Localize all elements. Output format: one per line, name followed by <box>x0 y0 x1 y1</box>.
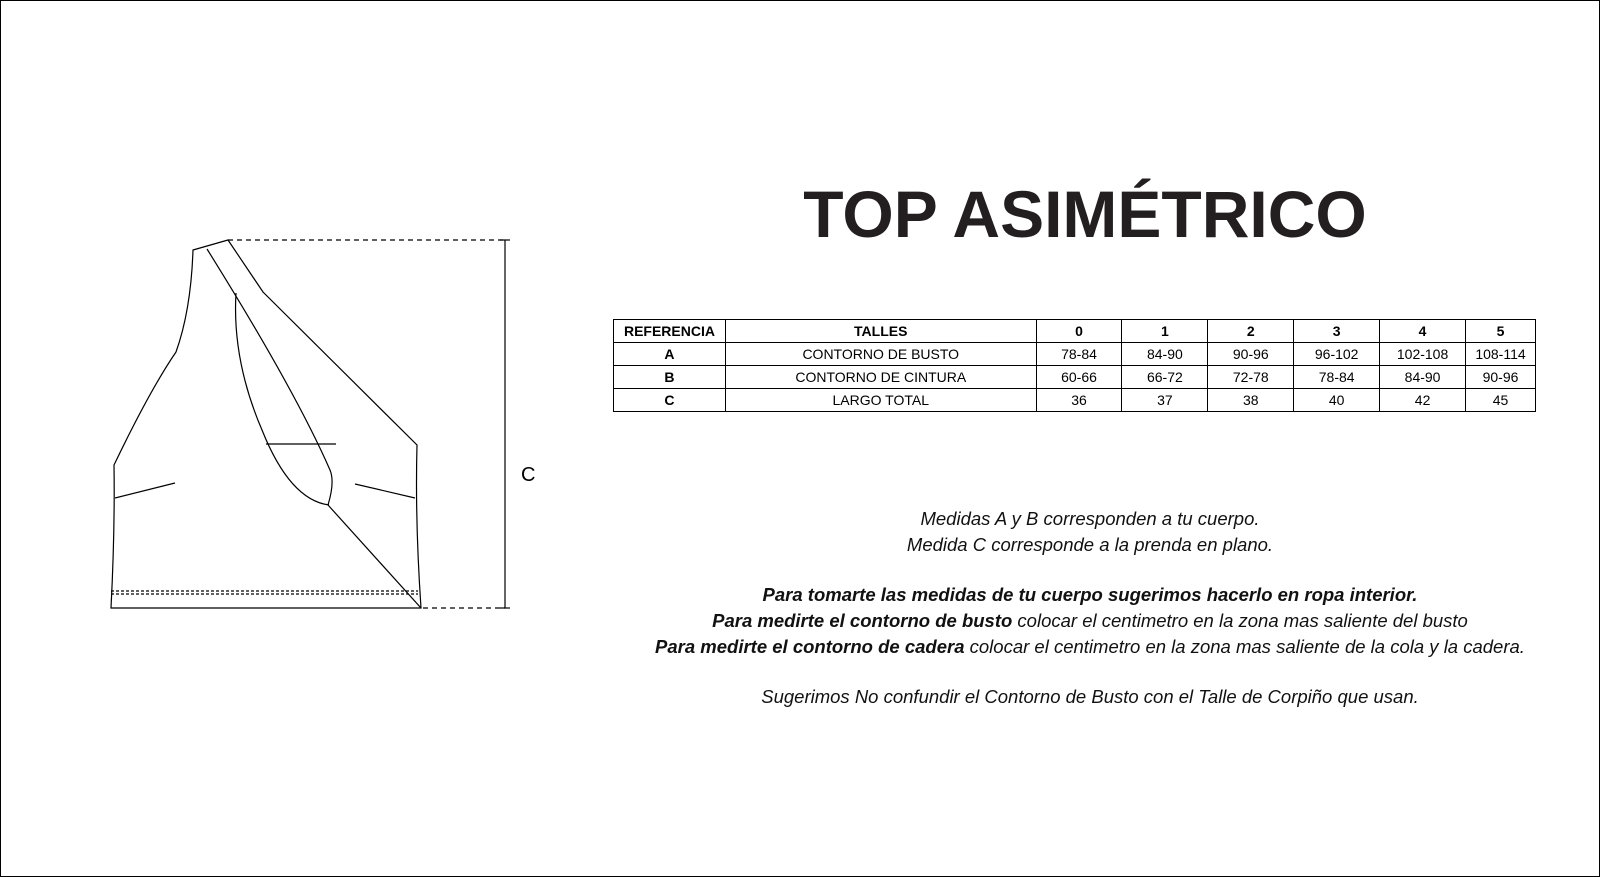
note-line <box>610 582 1570 608</box>
measurement-notes <box>610 506 1570 710</box>
table-row <box>614 389 1536 412</box>
header-cell: 1 <box>1122 320 1208 343</box>
header-cell: 3 <box>1294 320 1380 343</box>
value-cell: 84-90 <box>1380 366 1466 389</box>
value-cell: 66-72 <box>1122 366 1208 389</box>
note-bold: Para medirte el contorno de busto <box>712 610 1013 631</box>
table-row <box>614 366 1536 389</box>
dimension-label: C <box>521 464 536 486</box>
measure-name-cell: CONTORNO DE CINTURA <box>725 366 1036 389</box>
note-bold: Para tomarte las medidas de tu cuerpo sugerimos hacerlo en ropa interior. <box>762 584 1418 605</box>
value-cell: 37 <box>1122 389 1208 412</box>
value-cell: 108-114 <box>1466 343 1536 366</box>
value-cell: 78-84 <box>1036 343 1122 366</box>
table-row <box>614 343 1536 366</box>
note-text: colocar el centimetro en la zona mas saliente de la cola y la cadera. <box>964 636 1525 657</box>
value-cell: 42 <box>1380 389 1466 412</box>
left-dart <box>115 483 175 498</box>
ref-cell: C <box>614 389 726 412</box>
right-dart <box>355 484 415 498</box>
garment-outline <box>111 240 421 608</box>
measure-name-cell: CONTORNO DE BUSTO <box>725 343 1036 366</box>
note-line <box>610 608 1570 634</box>
header-cell: REFERENCIA <box>614 320 726 343</box>
note-line: Sugerimos No confundir el Contorno de Busto con el Talle de Corpiño que usan. <box>761 686 1419 707</box>
note-text: colocar el centimetro en la zona mas saliente del busto <box>1012 610 1468 631</box>
page-title: TOP ASIMÉTRICO <box>803 177 1367 251</box>
value-cell: 78-84 <box>1294 366 1380 389</box>
value-cell: 90-96 <box>1466 366 1536 389</box>
value-cell: 40 <box>1294 389 1380 412</box>
value-cell: 84-90 <box>1122 343 1208 366</box>
cowl-curve <box>236 293 329 505</box>
value-cell: 36 <box>1036 389 1122 412</box>
value-cell: 96-102 <box>1294 343 1380 366</box>
value-cell: 45 <box>1466 389 1536 412</box>
header-cell: TALLES <box>725 320 1036 343</box>
value-cell: 90-96 <box>1208 343 1294 366</box>
note-line: Medida C corresponde a la prenda en plano. <box>906 534 1274 555</box>
measure-name-cell: LARGO TOTAL <box>725 389 1036 412</box>
strap-inner-line <box>207 249 421 608</box>
header-cell: 4 <box>1380 320 1466 343</box>
value-cell: 38 <box>1208 389 1294 412</box>
value-cell: 60-66 <box>1036 366 1122 389</box>
note-line <box>610 634 1570 660</box>
note-bold: Para medirte el contorno de cadera <box>655 636 965 657</box>
size-table <box>613 319 1536 412</box>
header-cell: 2 <box>1208 320 1294 343</box>
value-cell: 72-78 <box>1208 366 1294 389</box>
ref-cell: B <box>614 366 726 389</box>
header-cell: 0 <box>1036 320 1122 343</box>
value-cell: 102-108 <box>1380 343 1466 366</box>
ref-cell: A <box>614 343 726 366</box>
table-header-row <box>614 320 1536 343</box>
header-cell: 5 <box>1466 320 1536 343</box>
note-line: Medidas A y B corresponden a tu cuerpo. <box>920 508 1260 529</box>
